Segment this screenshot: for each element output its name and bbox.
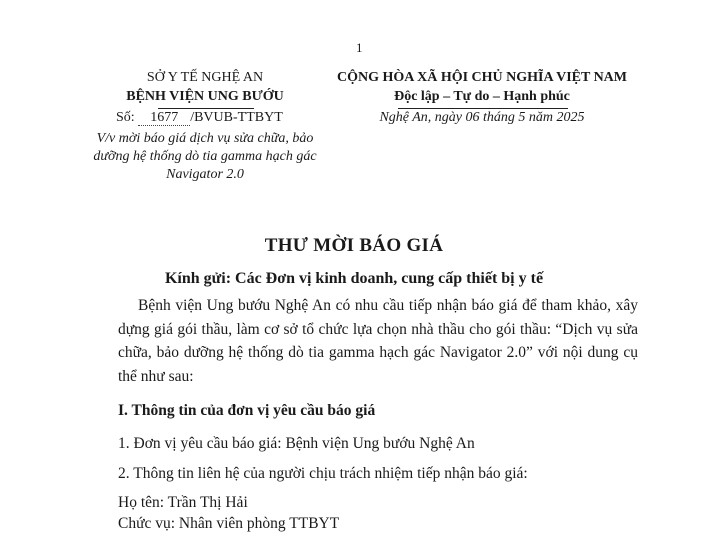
- document-title: THƯ MỜI BÁO GIÁ: [264, 235, 444, 256]
- page-number: 1: [356, 40, 363, 55]
- contact-position: Chức vụ: Nhân viên phòng TTBYT: [118, 515, 340, 532]
- section-heading: I. Thông tin của đơn vị yêu cầu báo giá: [118, 402, 376, 419]
- country-name: CỘNG HÒA XÃ HỘI CHỦ NGHĨA VIỆT NAM: [336, 70, 627, 85]
- doc-number-prefix: Số:: [116, 110, 135, 125]
- doc-number-suffix: /BVUB-TTBYT: [190, 110, 283, 125]
- motto-underline: [398, 108, 568, 109]
- hospital-underline: [158, 108, 254, 109]
- document-subject: V/v mời báo giá dịch vụ sửa chữa, bảo dưỡng hệ thống dò tia gamma hạch gác Navigator 2.0: [93, 131, 317, 182]
- contact-name: Họ tên: Trần Thị Hải: [118, 494, 248, 511]
- greeting: Kính gửi: Các Đơn vị kinh doanh, cung cấp thiết bị y tế: [164, 270, 544, 287]
- hospital-name: BỆNH VIỆN UNG BƯỚU: [126, 89, 284, 104]
- document-number: [116, 110, 283, 126]
- requesting-unit: 1. Đơn vị yêu cầu báo giá: Bệnh viện Ung bướu Nghệ An: [118, 435, 475, 452]
- contact-info-heading: 2. Thông tin liên hệ của người chịu trách nhiệm tiếp nhận báo giá:: [118, 465, 528, 482]
- intro-paragraph: Bệnh viện Ung bướu Nghệ An có nhu cầu tiếp nhận báo giá để tham khảo, xây dựng giá gói thầu, làm cơ sở tổ chức lựa chọn nhà thầu cho gói thầu: “Dịch vụ sửa chữa, bảo dưỡng hệ thống dò tia gamma hạch gác Navigator 2.0” với nội dung cụ thể như sau:: [118, 297, 638, 385]
- place-and-date: Nghệ An, ngày 06 tháng 5 năm 2025: [379, 110, 585, 125]
- agency-name: SỞ Y TẾ NGHỆ AN: [146, 70, 264, 85]
- national-motto: Độc lập – Tự do – Hạnh phúc: [394, 89, 570, 104]
- doc-number-value: 1677: [138, 110, 190, 126]
